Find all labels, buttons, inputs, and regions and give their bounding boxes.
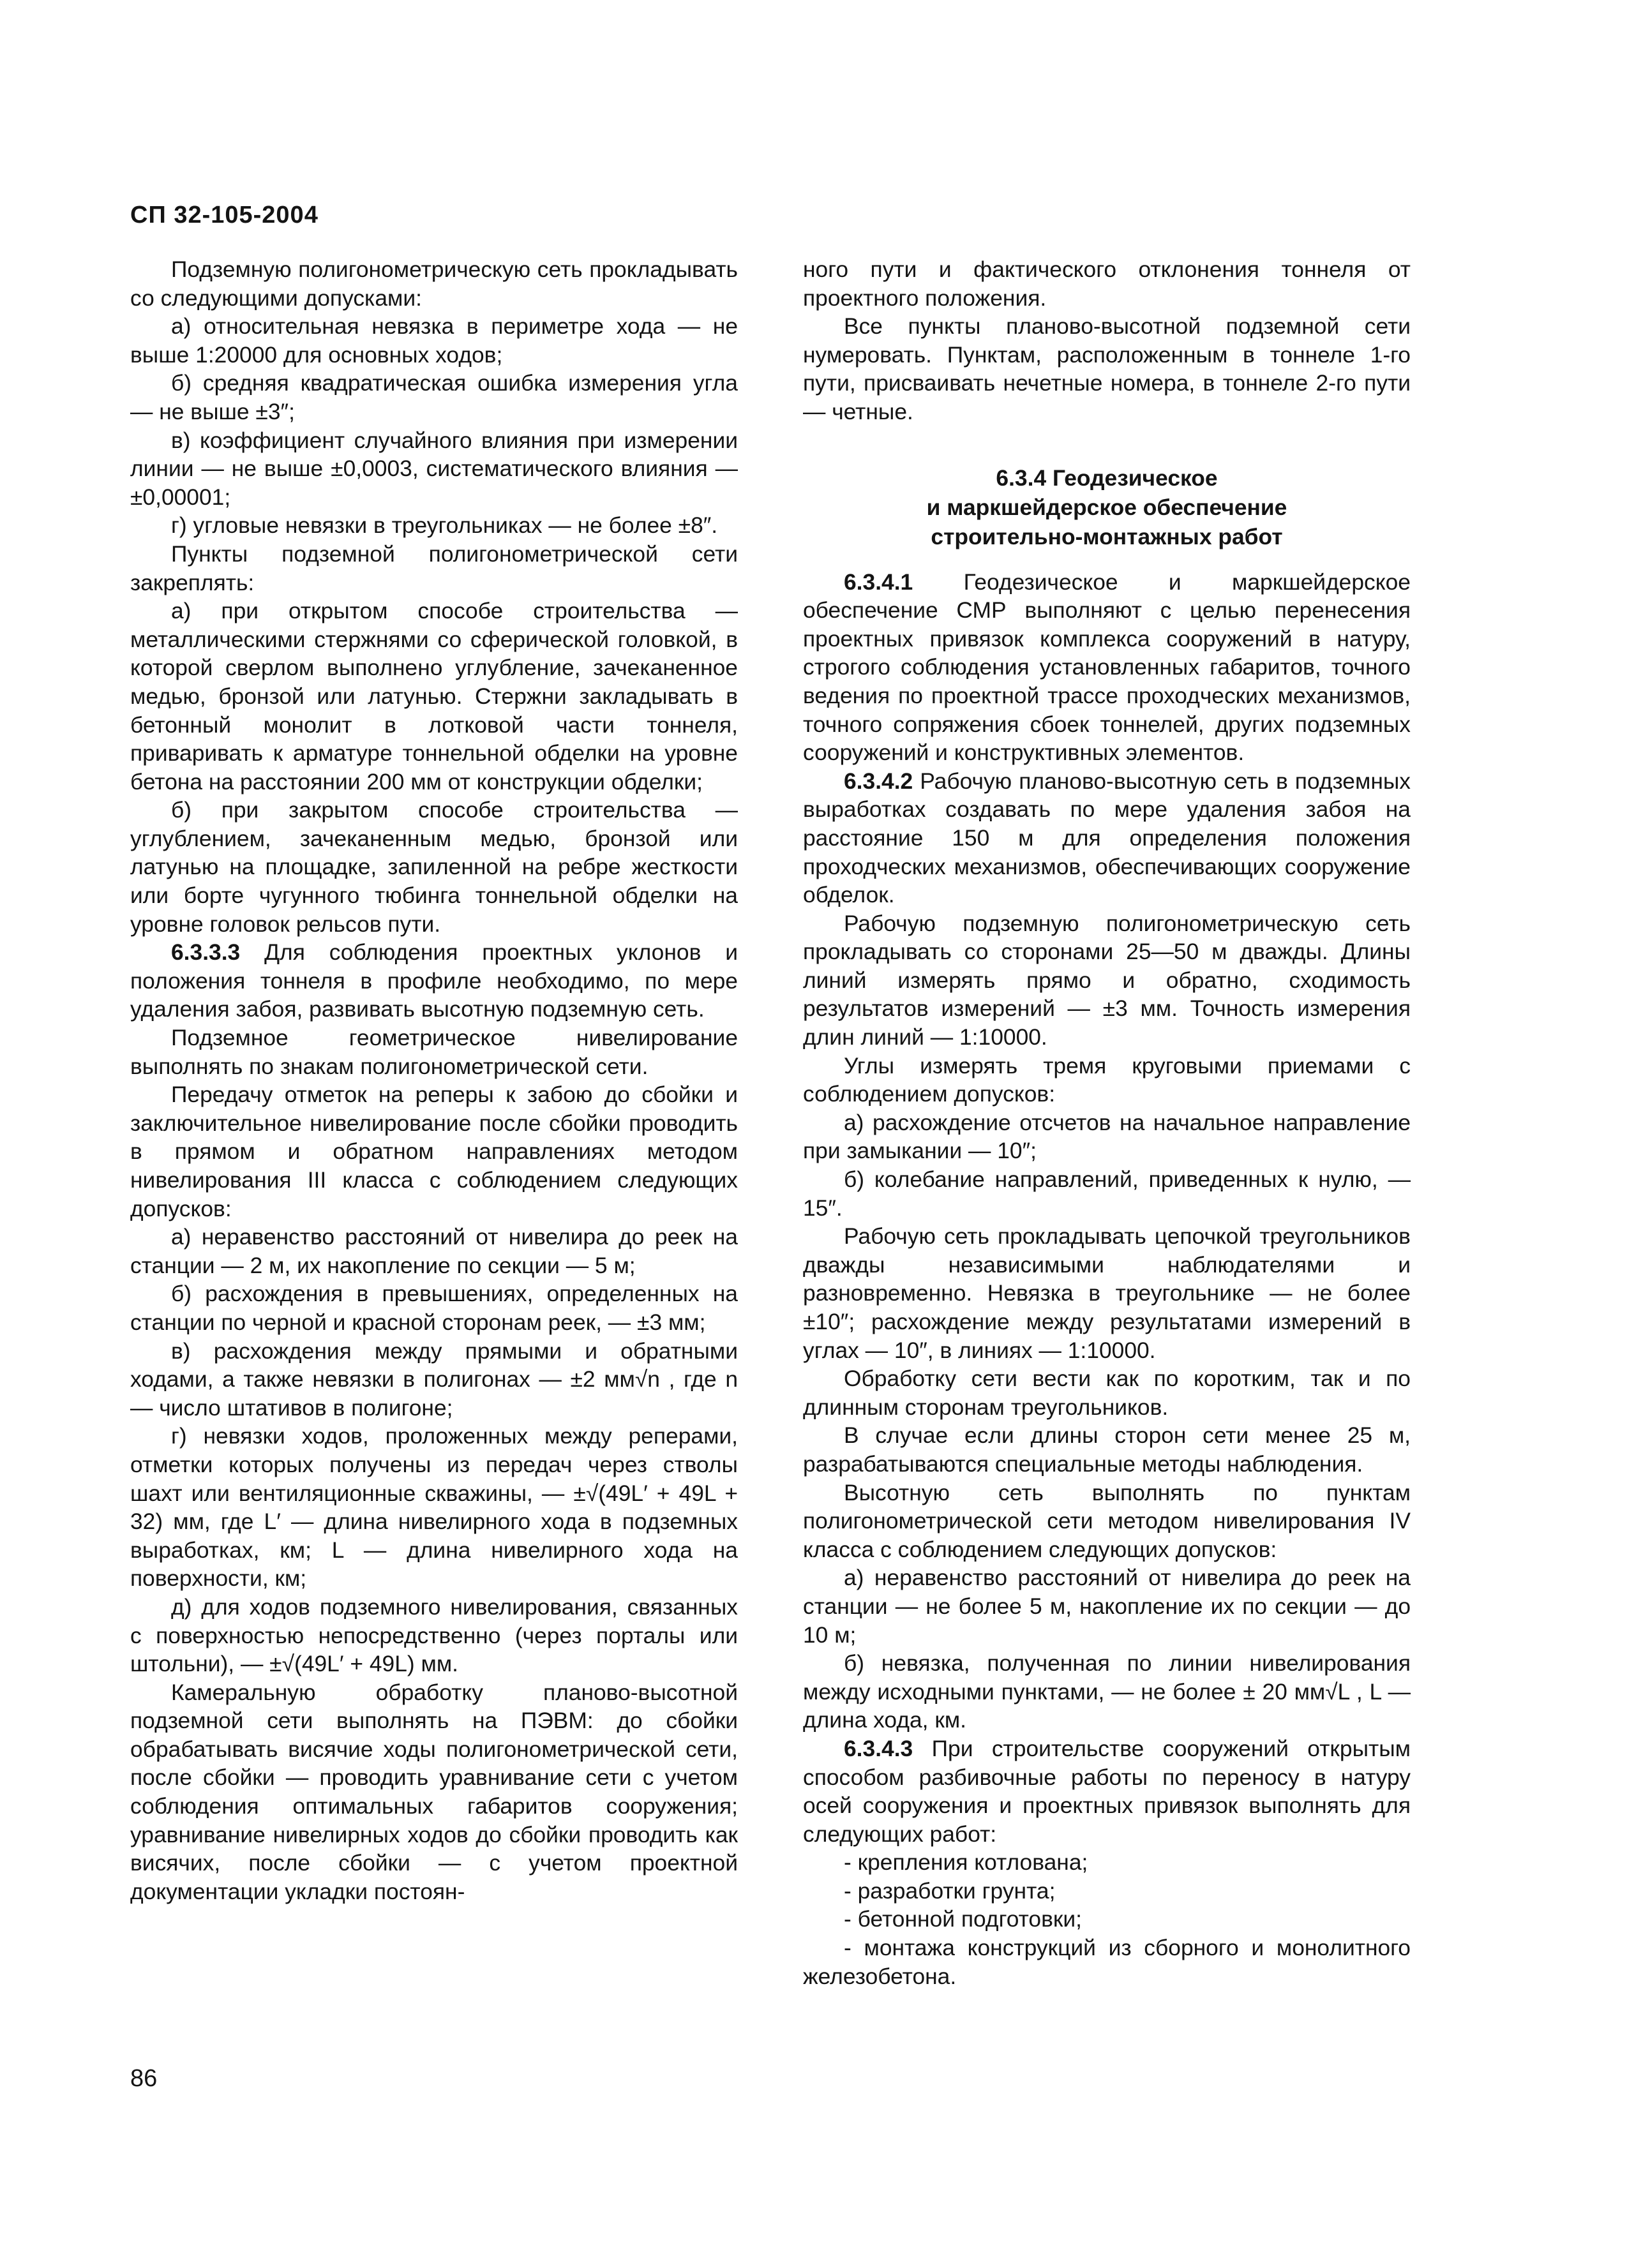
- paragraph: а) относительная невязка в периметре хода — не выше 1:20000 для основных ходов;: [130, 313, 738, 368]
- left-column: [130, 255, 738, 1906]
- paragraph: г) угловые невязки в треугольниках — не более ±8″.: [171, 512, 718, 539]
- paragraph: Высотную сеть выполнять по пунктам полигонометрической сети методом нивелирования IV класса с соблюдением следующих допусков:: [803, 1479, 1411, 1562]
- paragraph: б) колебание направлений, приведенных к нулю, — 15″.: [803, 1167, 1411, 1221]
- paragraph: б) расхождения в превышениях, определенных на станции по черной и красной сторонам реек, — ±3 мм;: [130, 1281, 738, 1335]
- document-code-header: СП 32-105-2004: [130, 202, 319, 228]
- paragraph: д) для ходов подземного нивелирования, связанных с поверхностью непосредственно (через порталы или штольни), — ±√(49L′ + 49L) мм.: [130, 1593, 738, 1677]
- subsection-paragraph: [130, 938, 738, 1024]
- right-column-intro: [803, 255, 1411, 426]
- heading-line-3: строительно-монтажных работ: [931, 523, 1283, 549]
- heading-line-1: 6.3.4 Геодезическое: [996, 465, 1218, 491]
- subsection-paragraph: [803, 767, 1411, 909]
- subsection-number: 6.3.3.3: [171, 939, 241, 966]
- paragraph: Все пункты планово-высотной подземной сети нумеровать. Пунктам, расположенным в тоннеле 1-го пути, присваивать нечетные номера, в тоннеле 2-го пути — четные.: [803, 313, 1411, 424]
- paragraph: г) невязки ходов, проложенных между реперами, отметки которых получены из передач через стволы шахт или вентиляционные скважины, — ±√(49L′ + 49L + 32) мм, где L′ — длина нивелирного хода в подземных выработках, км; L — длина нивелирного хода на поверхности, км;: [130, 1423, 738, 1592]
- paragraph: Рабочую сеть прокладывать цепочкой треугольников дважды независимыми наблюдателями и разновременно. Невязка в треугольнике — не более ±10″; расхождение между результатами измерений в углах — 10″, в линиях — 1:10000.: [803, 1223, 1411, 1363]
- paragraph: б) при закрытом способе строительства — углублением, зачеканенным медью, бронзой или латунью на площадке, запиленной на ребре жесткости или борте чугунного тюбинга тоннельной обделки на уровне головок рельсов пути.: [130, 797, 738, 937]
- subsection-paragraph: [803, 1735, 1411, 1848]
- right-column-body: [803, 568, 1411, 1991]
- paragraph: б) средняя квадратическая ошибка измерения угла — не выше ±3″;: [130, 370, 738, 424]
- section-heading-6-3-4: [803, 463, 1411, 551]
- page-number: 86: [130, 2065, 158, 2092]
- paragraph: В случае если длины сторон сети менее 25 м, разрабатываются специальные методы наблюдения.: [803, 1422, 1411, 1477]
- subsection-text: Геодезическое и маркшейдерское обеспечение СМР выполняют с целью перенесения проектных привязок комплекса сооружений в натуру, строгого соблюдения установленных габаритов, точного ведения по проектной трассе проходческих механизмов, точного сопряжения сбоек тоннелей, других подземных сооружений и конструктивных элементов.: [803, 569, 1411, 766]
- paragraph: - крепления котлована;: [844, 1849, 1088, 1876]
- paragraph: а) расхождение отсчетов на начальное направление при замыкании — 10″;: [803, 1109, 1411, 1164]
- paragraph: а) неравенство расстояний от нивелира до реек на станции — не более 5 м, накопление их по секции — до 10 м;: [803, 1565, 1411, 1648]
- paragraph: ного пути и фактического отклонения тоннеля от проектного положения.: [803, 257, 1411, 311]
- paragraph: Подземное геометрическое нивелирование выполнять по знакам полигонометрической сети.: [130, 1025, 738, 1079]
- paragraph: Пункты подземной полигонометрической сети закреплять:: [130, 541, 738, 595]
- subsection-number: 6.3.4.2: [844, 768, 913, 794]
- subsection-number: 6.3.4.3: [844, 1735, 913, 1761]
- paragraph: - монтажа конструкций из сборного и монолитного железобетона.: [803, 1935, 1411, 1989]
- heading-line-2: и маркшейдерское обеспечение: [926, 494, 1287, 520]
- paragraph: Подземную полигонометрическую сеть прокладывать со следующими допусками:: [130, 257, 738, 311]
- subsection-text: Для соблюдения проектных уклонов и положения тоннеля в профиле необходимо, по мере удаления забоя, развивать высотную подземную сеть.: [130, 939, 738, 1022]
- paragraph: - разработки грунта;: [844, 1877, 1056, 1904]
- subsection-number: 6.3.4.1: [844, 569, 913, 595]
- paragraph: в) расхождения между прямыми и обратными ходами, а также невязки в полигонах — ±2 мм√n , где n — число штативов в полигоне;: [130, 1338, 738, 1421]
- paragraph: Углы измерять тремя круговыми приемами с соблюдением допусков:: [803, 1052, 1411, 1107]
- paragraph: Камеральную обработку планово-высотной подземной сети выполнять на ПЭВМ: до сбойки обрабатывать висячие ходы полигонометрической сети, после сбойки — проводить уравнивание сети с учетом соблюдения оптимальных габаритов сооружения; уравнивание нивелирных ходов до сбойки проводить как висячих, после сбойки — с учетом проектной документации укладки постоян-: [130, 1679, 738, 1904]
- paragraph: - бетонной подготовки;: [844, 1906, 1083, 1932]
- paragraph: Рабочую подземную полигонометрическую сеть прокладывать со сторонами 25—50 м дважды. Длины линий измерять прямо и обратно, сходимость результатов измерений — ±3 мм. Точность измерения длин линий — 1:10000.: [803, 910, 1411, 1050]
- subsection-paragraph: [803, 568, 1411, 767]
- paragraph: а) неравенство расстояний от нивелира до реек на станции — 2 м, их накопление по секции — 5 м;: [130, 1224, 738, 1278]
- right-column: [803, 255, 1411, 1990]
- subsection-text: Рабочую планово-высотную сеть в подземных выработках создавать по мере удаления забоя на расстояние 150 м для определения положения проходческих механизмов, обеспечивающих сооружение обделок.: [803, 768, 1411, 908]
- paragraph: Передачу отметок на реперы к забою до сбойки и заключительное нивелирование после сбойки проводить в прямом и обратном направлениях методом нивелирования III класса с соблюдением следующих допусков:: [130, 1082, 738, 1221]
- subsection-text: При строительстве сооружений открытым способом разбивочные работы по переносу в натуру осей сооружения и проектных привязок выполнять для следующих работ:: [803, 1735, 1411, 1847]
- paragraph: Обработку сети вести как по коротким, так и по длинным сторонам треугольников.: [803, 1366, 1411, 1420]
- paragraph: в) коэффициент случайного влияния при измерении линии — не выше ±0,0003, систематического влияния — ±0,00001;: [130, 427, 738, 510]
- paragraph: б) невязка, полученная по линии нивелирования между исходными пунктами, — не более ± 20 мм√L , L — длина хода, км.: [803, 1650, 1411, 1733]
- paragraph: а) при открытом способе строительства — металлическими стержнями со сферической головкой, в которой сверлом выполнено углубление, зачеканенное медью, бронзой или латунью. Стержни закладывать в бетонный монолит в лотковой части тоннеля, приваривать к арматуре тоннельной обделки на уровне бетона на расстоянии 200 мм от конструкции обделки;: [130, 598, 738, 795]
